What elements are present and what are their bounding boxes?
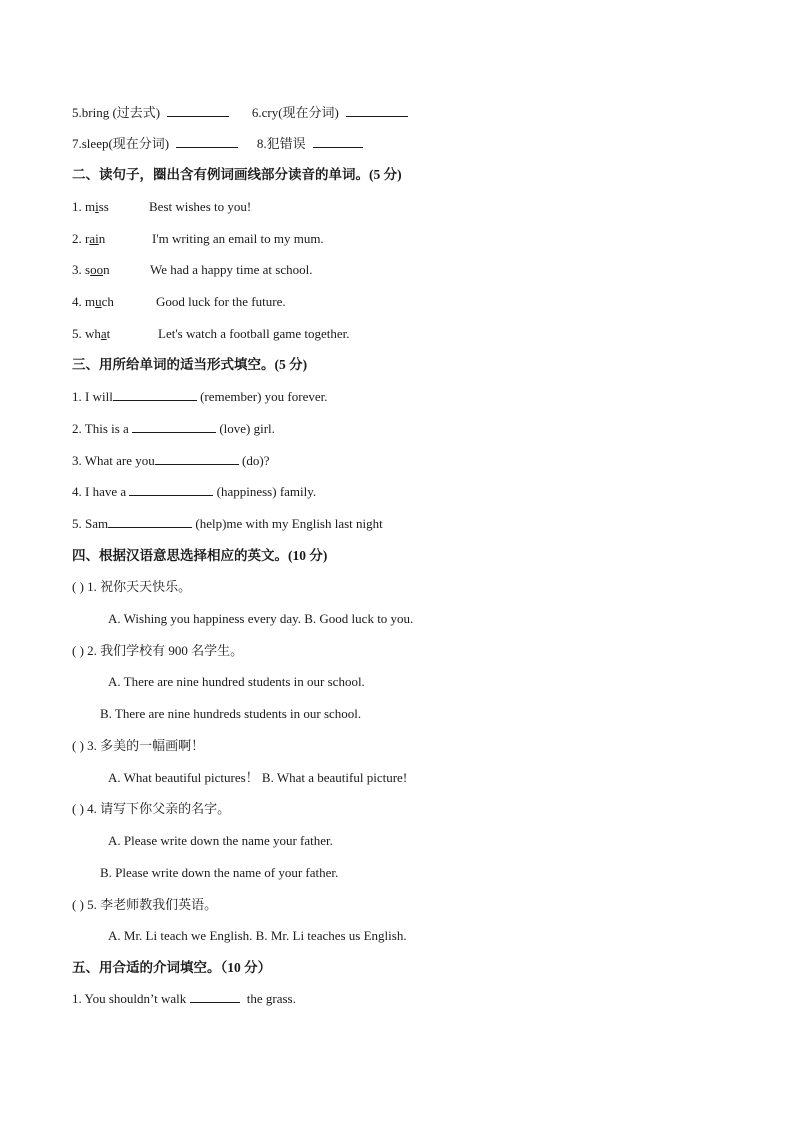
example-word: 3. soon <box>72 262 110 277</box>
section-5-item-1: 1. You shouldn’t walk the grass. <box>72 991 296 1006</box>
section-2-item-5 <box>72 325 350 343</box>
question-4: ( ) 4. 请写下你父亲的名字。 <box>72 801 231 816</box>
section-3-item-3: 3. What are you (do)? <box>72 453 270 468</box>
vocab-line-1 <box>72 104 408 122</box>
section-3-item-1: 1. I will (remember) you forever. <box>72 389 328 404</box>
answer-blank[interactable] <box>108 515 192 528</box>
answer-blank[interactable] <box>113 388 197 401</box>
section-3-item-5: 5. Sam (help)me with my English last night <box>72 516 383 531</box>
question-1-options: A. Wishing you happiness every day. B. Good luck to you. <box>108 611 414 626</box>
question-2-option-b: B. There are nine hundreds students in our school. <box>100 706 362 721</box>
question-2-option-a: A. There are nine hundred students in our school. <box>108 674 365 689</box>
section-3-title: 三、用所给单词的适当形式填空。(5 分) <box>72 357 308 372</box>
example-sentence: We had a happy time at school. <box>150 262 313 277</box>
answer-blank[interactable] <box>167 104 229 117</box>
question-3-options: A. What beautiful pictures！ B. What a beautiful picture! <box>108 770 408 785</box>
example-sentence: Good luck for the future. <box>156 294 286 309</box>
answer-blank[interactable] <box>155 452 239 465</box>
question-2: ( ) 2. 我们学校有 900 名学生。 <box>72 643 244 658</box>
vocab-item-5: 5.bring (过去式) <box>72 105 161 120</box>
example-sentence: I'm writing an email to my mum. <box>152 231 324 246</box>
answer-blank[interactable] <box>346 104 408 117</box>
example-word: 4. much <box>72 294 114 309</box>
vocab-item-7: 7.sleep(现在分词) <box>72 136 170 151</box>
section-3-item-4: 4. I have a (happiness) family. <box>72 484 317 499</box>
vocab-line-2 <box>72 135 363 153</box>
question-4-option-a: A. Please write down the name your father. <box>108 833 333 848</box>
section-2-item-1 <box>72 198 251 216</box>
question-4-option-b: B. Please write down the name of your father. <box>100 865 339 880</box>
question-5: ( ) 5. 李老师教我们英语。 <box>72 897 218 912</box>
example-word: 5. what <box>72 326 111 341</box>
answer-blank[interactable] <box>313 135 363 148</box>
section-5-title: 五、用合适的介词填空。（10 分） <box>72 960 272 975</box>
example-sentence: Let's watch a football game together. <box>158 326 350 341</box>
section-2-item-4 <box>72 293 286 311</box>
section-4-title: 四、根据汉语意思选择相应的英文。(10 分) <box>72 548 328 563</box>
question-3: ( ) 3. 多美的一幅画啊！ <box>72 738 205 753</box>
answer-blank[interactable] <box>132 420 216 433</box>
example-word: 2. rain <box>72 231 106 246</box>
section-2-item-3 <box>72 261 313 279</box>
section-2-title: 二、读句子，圈出含有例词画线部分读音的单词。(5 分) <box>72 167 402 182</box>
question-5-options: A. Mr. Li teach we English. B. Mr. Li teaches us English. <box>108 928 407 943</box>
example-word: 1. miss <box>72 199 109 214</box>
section-2-item-2 <box>72 230 324 248</box>
example-sentence: Best wishes to you! <box>149 199 252 214</box>
answer-blank[interactable] <box>129 483 213 496</box>
vocab-item-8: 8.犯错误 <box>256 136 306 151</box>
answer-blank[interactable] <box>176 135 238 148</box>
section-3-item-2: 2. This is a (love) girl. <box>72 421 275 436</box>
vocab-item-6: 6.cry(现在分词) <box>251 105 339 120</box>
question-1: ( ) 1. 祝你天天快乐。 <box>72 579 192 594</box>
answer-blank[interactable] <box>190 990 240 1003</box>
